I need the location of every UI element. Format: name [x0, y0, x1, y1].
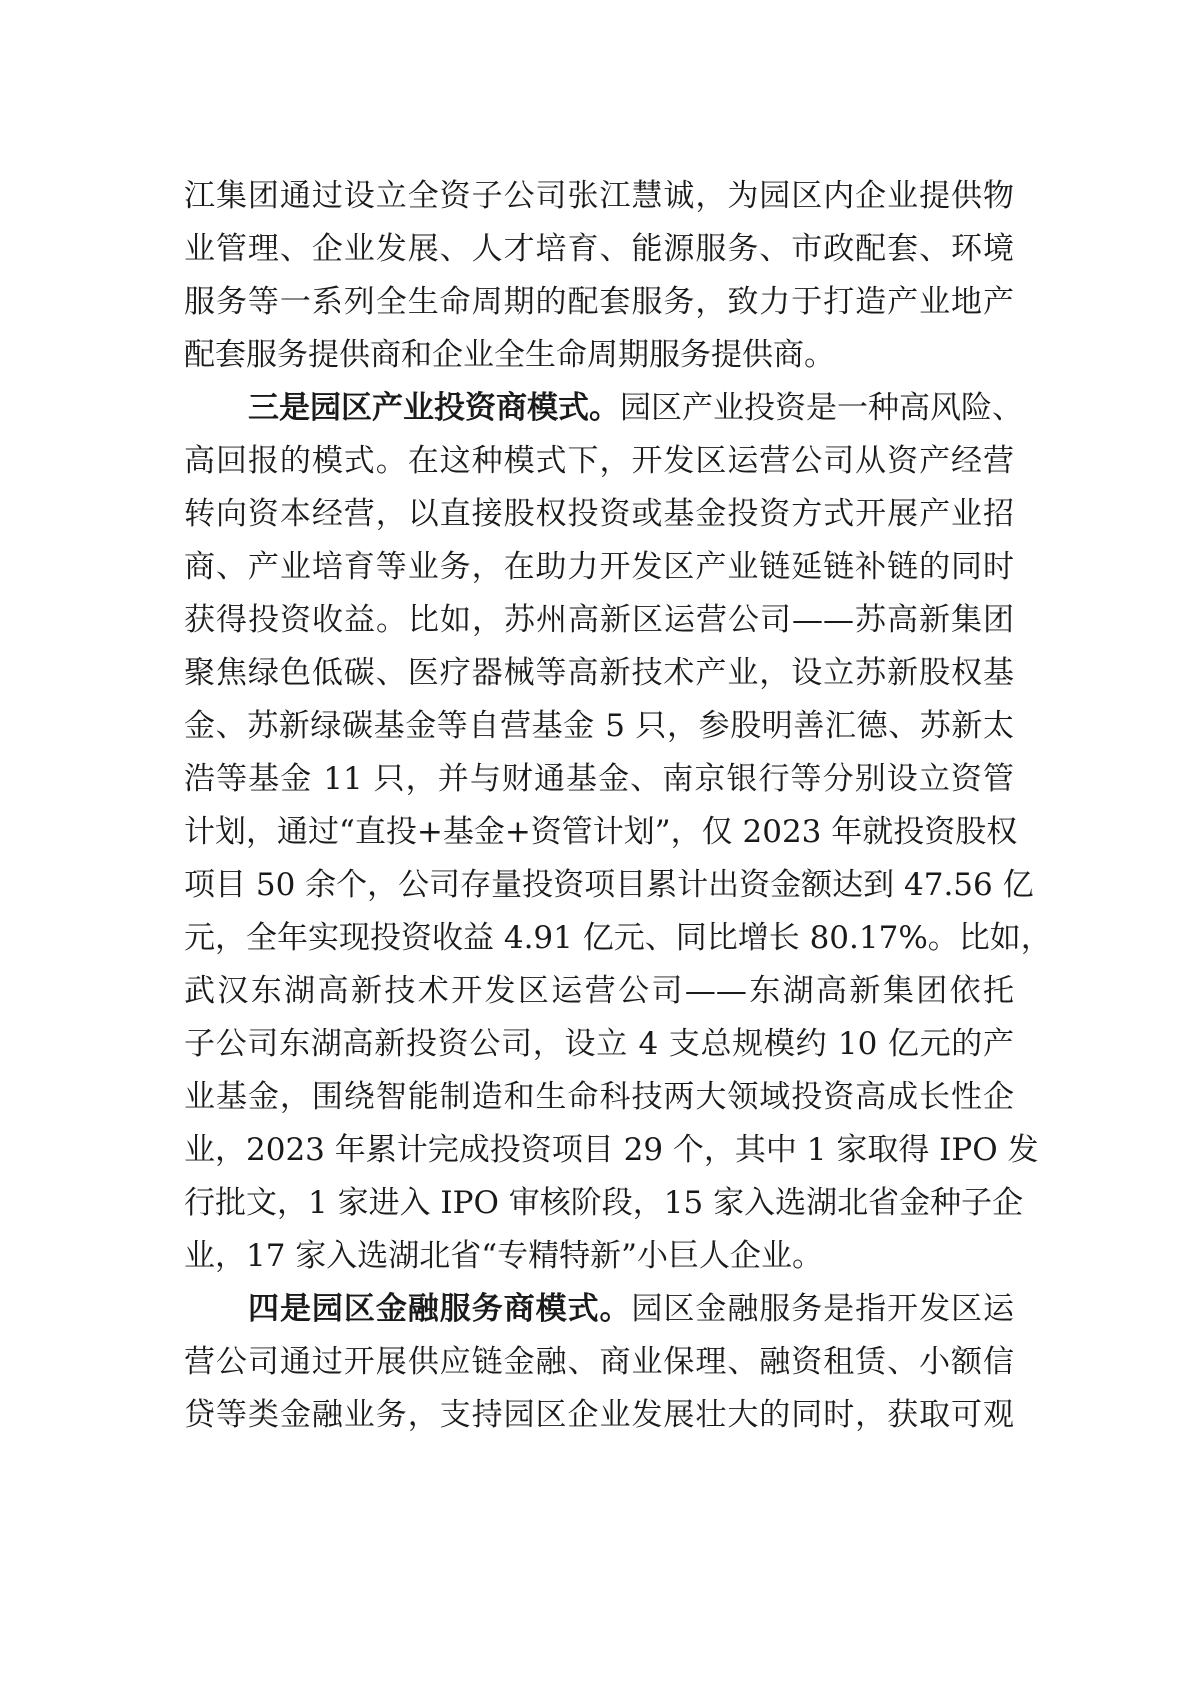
text-span: 园区产业投资是一种高风险、 — [620, 390, 1023, 426]
text-line: 江集团通过设立全资子公司张江慧诚，为园区内企业提供物 — [184, 178, 1014, 214]
text-line: 元，全年实现投资收益 4.91 亿元、同比增长 80.17%。比如， — [184, 920, 1052, 956]
text-line: 业，2023 年累计完成投资项目 29 个，其中 1 家取得 IPO 发 — [184, 1132, 1039, 1168]
text-line: 业基金，围绕智能制造和生命科技两大领域投资高成长性企 — [184, 1079, 1014, 1115]
text-line: 业管理、企业发展、人才培育、能源服务、市政配套、环境 — [184, 231, 1014, 267]
text-span: 园区金融服务是指开发区运 — [631, 1291, 1015, 1327]
text-line: 转向资本经营，以直接股权投资或基金投资方式开展产业招 — [184, 496, 1014, 532]
paragraph-heading-line — [248, 380, 1023, 436]
text-line: 业，17 家入选湖北省“专精特新”小巨人企业。 — [184, 1238, 823, 1274]
text-line: 行批文，1 家进入 IPO 审核阶段，15 家入选湖北省金种子企 — [184, 1185, 1024, 1221]
section-heading: 四是园区金融服务商模式。 — [248, 1291, 632, 1327]
text-line: 子公司东湖高新投资公司，设立 4 支总规模约 10 亿元的产 — [184, 1026, 1014, 1062]
text-line: 贷等类金融业务，支持园区企业发展壮大的同时，获取可观 — [184, 1397, 1014, 1433]
text-line: 服务等一系列全生命周期的配套服务，致力于打造产业地产 — [184, 284, 1014, 320]
text-line: 聚焦绿色低碳、医疗器械等高新技术产业，设立苏新股权基 — [184, 655, 1014, 691]
paragraph-heading-line — [248, 1281, 1014, 1337]
text-line: 配套服务提供商和企业全生命周期服务提供商。 — [184, 337, 835, 373]
text-line: 高回报的模式。在这种模式下，开发区运营公司从资产经营 — [184, 443, 1014, 479]
section-heading: 三是园区产业投资商模式。 — [248, 390, 620, 426]
text-line: 营公司通过开展供应链金融、商业保理、融资租赁、小额信 — [184, 1344, 1014, 1380]
text-line: 获得投资收益。比如，苏州高新区运营公司——苏高新集团 — [184, 602, 1014, 638]
text-line: 商、产业培育等业务，在助力开发区产业链延链补链的同时 — [184, 549, 1014, 585]
text-line: 武汉东湖高新技术开发区运营公司——东湖高新集团依托 — [184, 973, 1014, 1009]
text-line: 项目 50 余个，公司存量投资项目累计出资金额达到 47.56 亿 — [184, 867, 1034, 903]
text-line: 金、苏新绿碳基金等自营基金 5 只，参股明善汇德、苏新太 — [184, 708, 1014, 744]
text-line: 计划，通过“直投+基金+资管计划”，仅 2023 年就投资股权 — [184, 814, 1018, 850]
text-line: 浩等基金 11 只，并与财通基金、南京银行等分别设立资管 — [184, 761, 1014, 797]
